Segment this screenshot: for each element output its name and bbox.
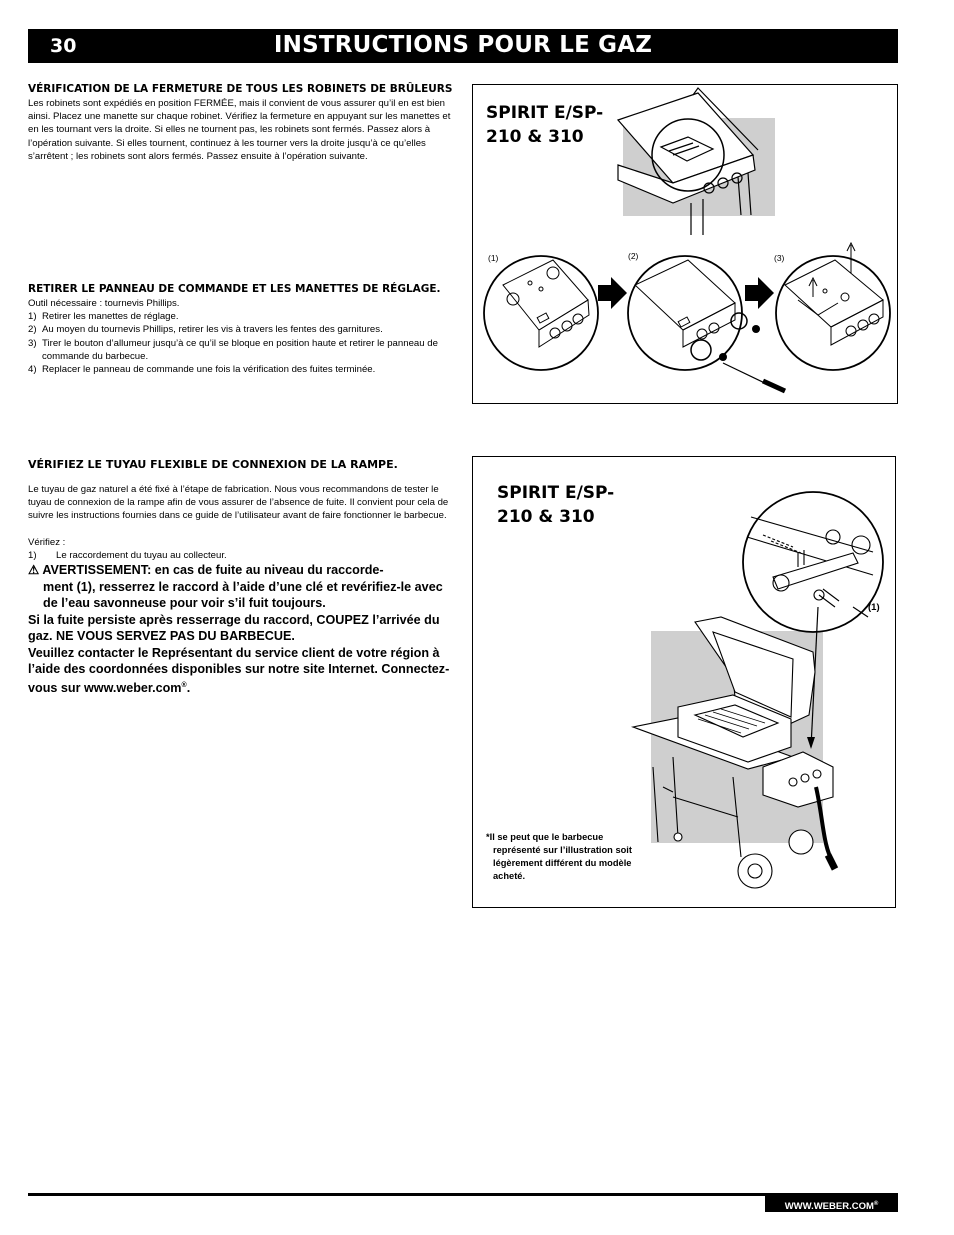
footer-website: WWW.WEBER.COM® (765, 1196, 898, 1212)
step-label: (1) (488, 253, 499, 263)
section-valve-check (28, 83, 458, 163)
section-heading: RETIRER LE PANNEAU DE COMMANDE ET LES MANETTES DE RÉGLAGE. (28, 283, 441, 295)
step-label: (2) (628, 251, 639, 261)
page-title: INSTRUCTIONS POUR LE GAZ (273, 32, 653, 58)
warning-icon: ⚠ (28, 563, 40, 578)
section-heading: VÉRIFIEZ LE TUYAU FLEXIBLE DE CONNEXION DE LA RAMPE. (28, 458, 398, 471)
verify-label: Vérifiez : (28, 536, 66, 548)
figure-title: SPIRIT E/SP- 210 & 310 (486, 103, 604, 147)
figure-hose-connection (472, 456, 896, 908)
figure-title: SPIRIT E/SP- 210 & 310 (497, 483, 615, 527)
page-header (28, 29, 898, 63)
figure-panel-removal (472, 84, 898, 404)
warning-continuation: ment (1), resserrez le raccord à l’aide d’une clé et revérifiez-le avec de l’eau savonneuse pour voir s’il fuit toujours. (43, 579, 443, 611)
check-item: 1) Le raccordement du tuyau au collecteur. (28, 549, 227, 561)
page-number: 30 (50, 35, 77, 57)
tool-note: Outil nécessaire : tournevis Phillips. (28, 298, 180, 309)
illustration-note: *Il se peut que le barbecue représenté sur l’illustration soit légèrement différent du modèle acheté. (486, 832, 632, 881)
callout-label: (1) (868, 602, 880, 613)
step-label: (3) (774, 253, 785, 263)
list-item: 1) Retirer les manettes de réglage. (28, 311, 179, 323)
list-item: 2) Au moyen du tournevis Phillips, retirer les vis à travers les fentes des garnitures. (28, 324, 383, 336)
section-body: Le tuyau de gaz naturel a été fixé à l’étape de fabrication. Nous vous recommandons de tester le tuyau de connexion de la rampe afin de vous assurer de l’absence de fuite. Il convient pour cela de suivre les instructions fournies dans ce guide de l’utilisateur avant de faire fonctionner le barbecue. (28, 484, 449, 522)
steps-list (28, 310, 458, 376)
grill-panel-illustration (473, 85, 897, 403)
warning-shutoff: Si la fuite persiste après resserrage du raccord, COUPEZ l’arrivée du gaz. NE VOUS SERVEZ PAS DU BARBECUE. (28, 612, 440, 644)
warning-text: ⚠ AVERTISSEMENT: en cas de fuite au niveau du raccorde- (28, 563, 384, 578)
list-item: 3) Tirer le bouton d’allumeur jusqu’à ce qu’il se bloque en position haute et retirer le panneau de commande du barbecue. (28, 337, 438, 362)
section-remove-panel (28, 283, 458, 376)
section-hose-check (28, 458, 456, 696)
warning-contact: Veuillez contacter le Représentant du service client de votre région à l’aide des coordonnées disponibles sur notre site Internet. Connectez-vous sur www.weber.com®. (28, 645, 450, 695)
section-body: Les robinets sont expédiés en position FERMÉE, mais il convient de vous assurer qu’il en est bien ainsi. Placez une manette sur chaque robinet. Vérifiez la fermeture en appuyant sur les manettes et en les tournant vers la droite. Si elles ne tournent pas, les robinets sont fermés. Passez alors à l’opération suivante. Si elles tournent, continuez à les tourner vers la droite jusqu’à ce qu’elles s’arrêtent ; les robinets sont alors fermés. Passez ensuite à l’opération suivante. (28, 98, 451, 162)
section-heading: VÉRIFICATION DE LA FERMETURE DE TOUS LES ROBINETS DE BRÛLEURS (28, 83, 453, 95)
list-item: 4) Replacer le panneau de commande une fois la vérification des fuites terminée. (28, 364, 376, 376)
